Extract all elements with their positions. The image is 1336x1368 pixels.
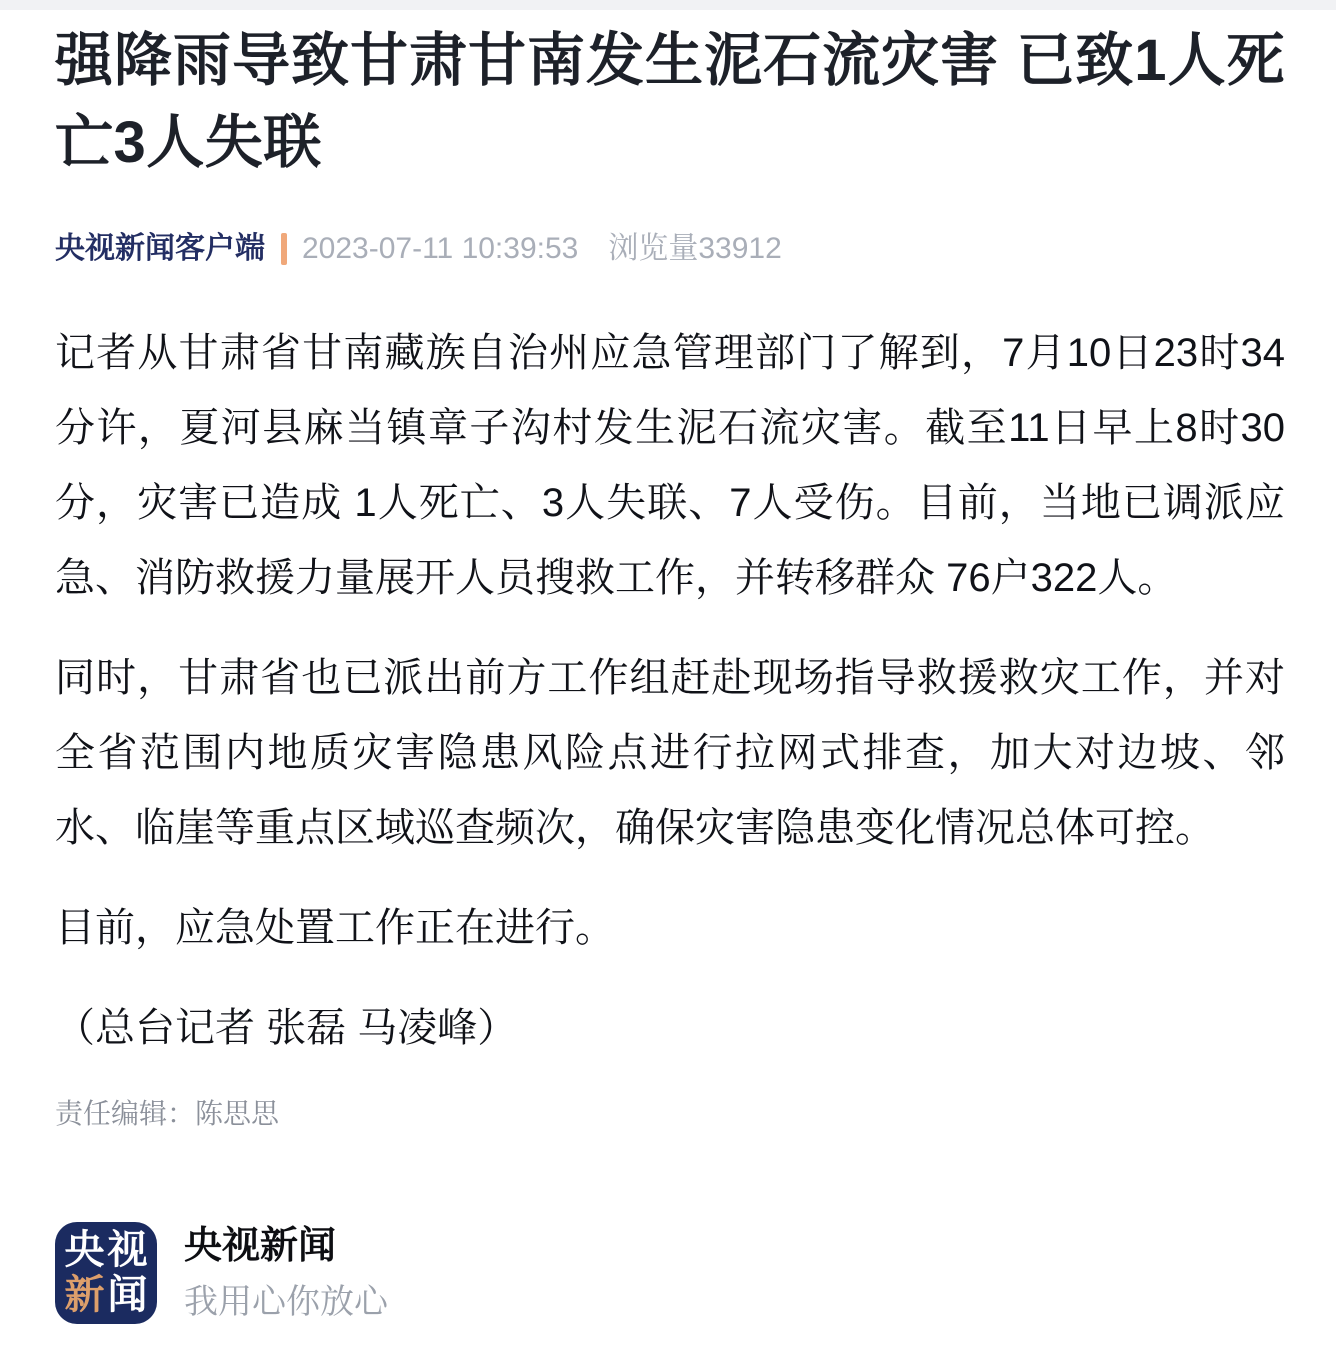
account-name: 央视新闻 [184,1225,337,1267]
account-info [184,1224,388,1322]
top-divider [0,0,1336,10]
logo-row-bottom [62,1273,151,1318]
editor-label: 责任编辑： [55,1098,196,1129]
article-byline-paragraph: （总台记者 张磊 马凌峰） [55,1006,518,1050]
article-meta [55,228,1285,270]
article-body [55,316,1285,1066]
editor-line [55,1094,1285,1134]
editor-name: 陈思思 [195,1098,280,1129]
article-paragraph: 目前，应急处置工作正在进行。 [55,906,615,950]
article-paragraph: 同时，甘肃省也已派出前方工作组赶赴现场指导救援救灾工作，并对全省范围内地质灾害隐患风险点进行拉网式排查，加大对边坡、邻水、临崖等重点区域巡查频次，确保灾害隐患变化情况总体可控。 [55,656,1285,850]
logo-char-wen: 闻 [107,1273,151,1317]
logo-row-top: 央视 [64,1228,151,1272]
source-name: 央视新闻客户端 [55,232,265,265]
article-page [0,20,1336,1368]
account-card[interactable] [55,1222,1285,1324]
article-title: 强降雨导致甘肃甘南发生泥石流灾害 已致1人死亡3人失联 [55,28,1285,175]
article-paragraph: 记者从甘肃省甘南藏族自治州应急管理部门了解到，7月10日23时34分许，夏河县麻当镇章子沟村发生泥石流灾害。截至11日早上8时30分，灾害已造成 1人死亡、3人失联、7人受伤。目前，当地已调派应急、消防救援力量展开人员搜救工作，并转移群众 76户322人。 [55,331,1285,600]
account-tagline: 我用心你放心 [184,1283,388,1321]
meta-divider-bar [281,233,287,265]
publish-time: 2023-07-11 10:39:53 [302,232,579,265]
view-count: 浏览量33912 [608,232,782,265]
logo-char-xin: 新 [64,1273,108,1317]
cctv-news-logo-icon [55,1222,157,1324]
